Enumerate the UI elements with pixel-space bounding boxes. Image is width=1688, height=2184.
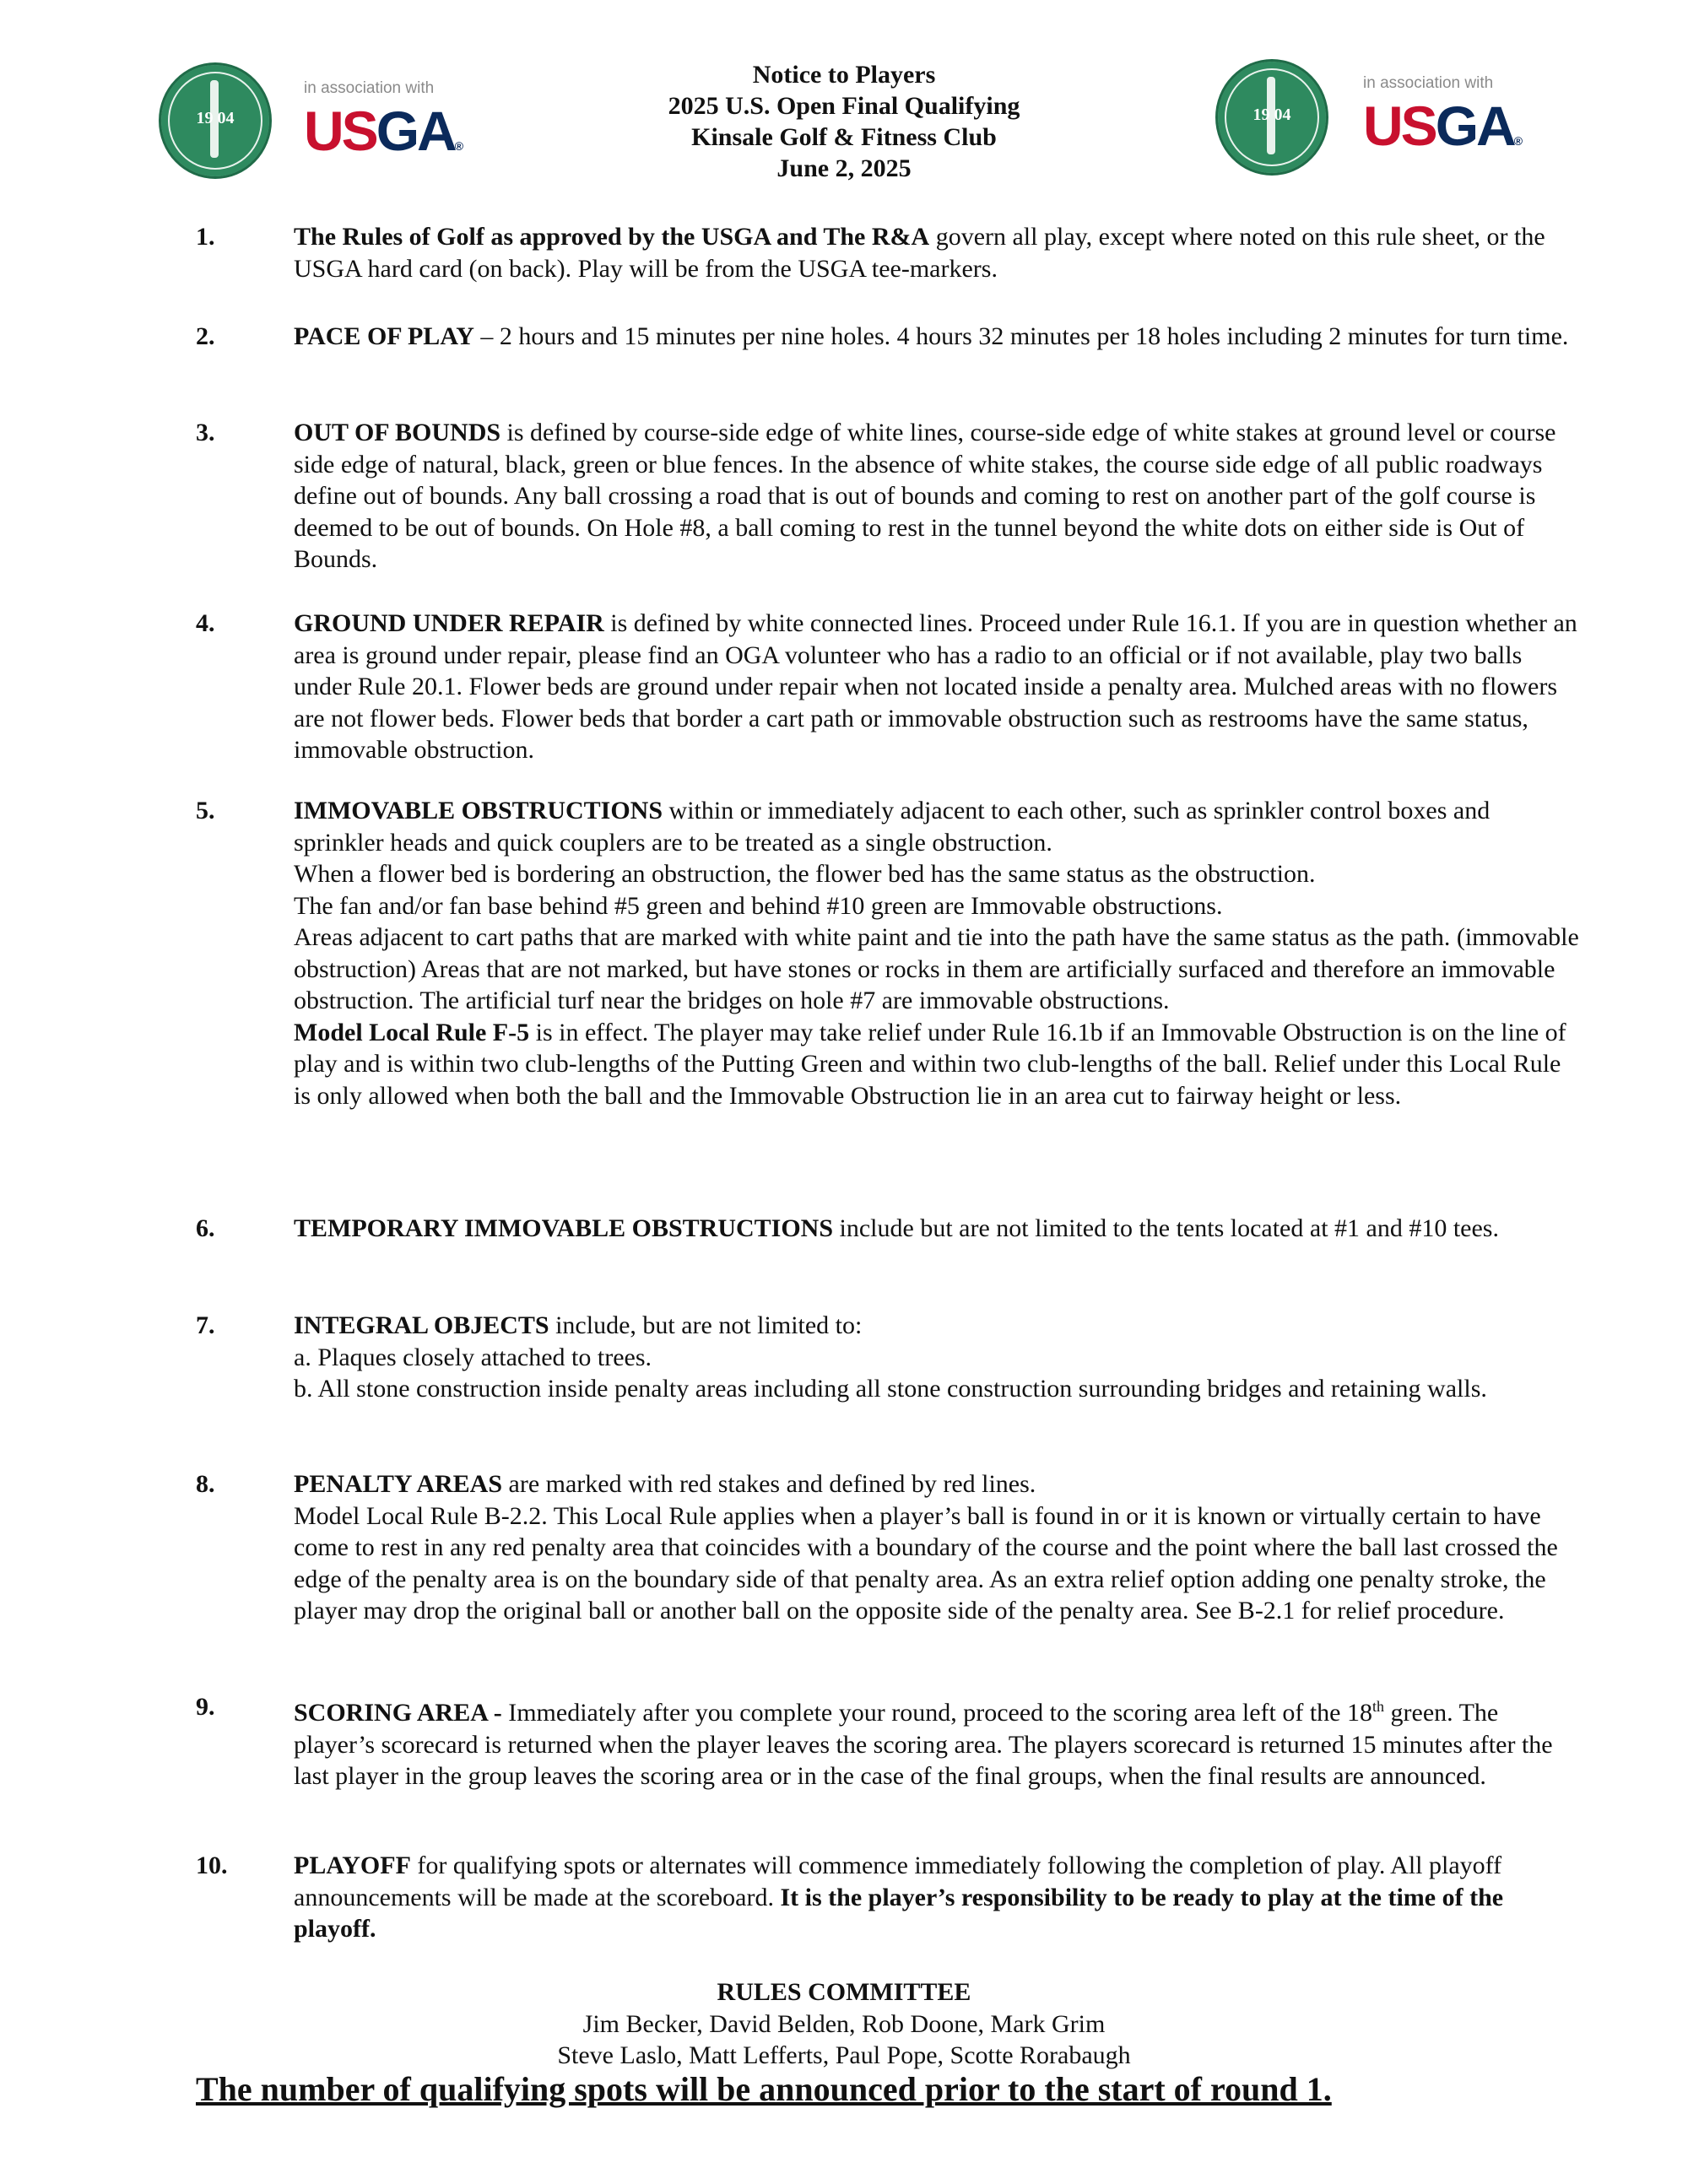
rule-item-8 <box>196 1468 1580 1627</box>
ordinal-suffix: th <box>1372 1698 1385 1715</box>
item-text: green. The player’s scorecard is returned when the player leaves the scoring area. The players scorecard is returned 15 minutes after the last player in the group leaves the scoring area or in the case of the final groups, when the final results are announced. <box>294 1699 1553 1790</box>
item-number: 4. <box>196 609 215 637</box>
rule-item-6 <box>196 1213 1580 1245</box>
rule-item-3 <box>196 417 1580 576</box>
item-text: is defined by white connected lines. Proceed under Rule 16.1. If you are in question whether an area is ground under repair, please find an OGA volunteer who has a radio to an official or if not available, play two balls under Rule 20.1. Flower beds are ground under repair when not located inside a penalty area. Mulched areas with no flowers are not flower beds. Flower beds that border a cart path or immovable obstruction such as restrooms have the same status, immovable obstruction. <box>294 609 1577 764</box>
item-number: 2. <box>196 322 215 350</box>
ohio-golf-association-seal-left: 19 04 <box>159 62 272 179</box>
header-event: 2025 U.S. Open Final Qualifying <box>668 92 1020 120</box>
item-text: for qualifying spots or alternates will commence immediately following the completion of play. All playoff announcements will be made at the scoreboard. <box>294 1852 1502 1911</box>
item-text: govern all play, except where noted on this rule sheet, or the USGA hard card (on back). Play will be from the USGA tee-markers. <box>294 223 1545 283</box>
item-heading: INTEGRAL OBJECTS <box>294 1311 549 1339</box>
item-number: 9. <box>196 1693 215 1721</box>
item-heading: OUT OF BOUNDS <box>294 419 501 446</box>
rule-item-2 <box>196 321 1580 353</box>
association-text: in association with <box>304 79 435 97</box>
committee-title: RULES COMMITTEE <box>717 1978 971 2006</box>
item-text: Immediately after you complete your round, proceed to the scoring area left of the 18 <box>508 1699 1372 1727</box>
item-number: 6. <box>196 1214 215 1242</box>
item-paragraph: Model Local Rule B-2.2. This Local Rule applies when a player’s ball is found in or it is known or virtually certain to have come to rest in any red penalty area that coincides with a boundary of the course and the point where the ball last crossed the edge of the penalty area is on the boundary side of that penalty area. As an extra relief option adding one penalty stroke, the player may drop the original ball or another ball on the opposite side of the penalty area. See B-2.1 for relief procedure. <box>294 1501 1558 1624</box>
qualifying-spots-notice: The number of qualifying spots will be announced prior to the start of round 1. <box>196 2070 1332 2108</box>
item-heading: GROUND UNDER REPAIR <box>294 609 604 637</box>
item-heading: PENALTY AREAS <box>294 1470 503 1498</box>
item-text: within or immediately adjacent to each other, such as sprinkler control boxes and sprinkler heads and quick couplers are to be treated as a single obstruction. <box>294 797 1491 857</box>
item-heading: The Rules of Golf as approved by the USGA and The R&A <box>294 223 930 251</box>
rule-item-4 <box>196 608 1580 766</box>
rule-item-9 <box>196 1691 1580 1792</box>
item-number: 1. <box>196 223 215 251</box>
header-title: Notice to Players <box>752 61 936 89</box>
item-heading: SCORING AREA - <box>294 1699 509 1727</box>
item-subheading: Model Local Rule F-5 <box>294 1018 530 1046</box>
usga-logo-right: in association with USGA® <box>1363 74 1523 157</box>
item-emphasis: It is the player’s responsibility to be ready to play at the time of the playoff. <box>294 1883 1504 1943</box>
item-paragraph: The fan and/or fan base behind #5 green and behind #10 green are Immovable obstructions. <box>294 891 1223 920</box>
item-text: include but are not limited to the tents located at #1 and #10 tees. <box>833 1214 1499 1242</box>
item-text: is defined by course-side edge of white lines, course-side edge of white stakes at ground level or course side edge of natural, black, green or blue fences. In the absence of white stakes, the course side edge of all public roadways define out of bounds. Any ball crossing a road that is out of bounds and coming to rest on another part of the golf course is deemed to be out of bounds. On Hole #8, a ball coming to rest in the tunnel beyond the white dots on either side is Out of Bounds. <box>294 419 1556 573</box>
item-paragraph: Areas adjacent to cart paths that are marked with white paint and tie into the path have the same status as the path. (immovable obstruction) Areas that are not marked, but have stones or rocks in them are artificially surfaced and therefore an immovable obstruction. The artificial turf near the bridges on hole #7 are immovable obstructions. <box>294 923 1579 1014</box>
usga-logo-left: in association with USGA® <box>304 79 464 162</box>
item-text: include, but are not limited to: <box>549 1311 863 1339</box>
item-number: 10. <box>196 1852 228 1879</box>
header-venue: Kinsale Golf & Fitness Club <box>691 123 997 151</box>
committee-members: Steve Laslo, Matt Lefferts, Paul Pope, Scotte Rorabaugh <box>557 2041 1131 2069</box>
item-number: 3. <box>196 419 215 446</box>
item-paragraph: a. Plaques closely attached to trees. <box>294 1343 652 1371</box>
rules-committee <box>0 1976 1688 2072</box>
item-number: 8. <box>196 1470 215 1498</box>
item-text: is in effect. The player may take relief under Rule 16.1b if an Immovable Obstruction is on the line of play and is within two club-lengths of the Putting Green and within two club-lengths of the ball. Relief under this Local Rule is only allowed when both the ball and the Immovable Obstruction lie in an area cut to fairway height or less. <box>294 1018 1566 1110</box>
ohio-golf-association-seal-right: 19 04 <box>1215 59 1328 176</box>
item-heading: IMMOVABLE OBSTRUCTIONS <box>294 797 663 824</box>
committee-members: Jim Becker, David Belden, Rob Doone, Mark Grim <box>582 2009 1106 2038</box>
item-number: 5. <box>196 797 215 824</box>
item-paragraph: When a flower bed is bordering an obstruction, the flower bed has the same status as the obstruction. <box>294 860 1316 888</box>
association-text: in association with <box>1363 74 1494 92</box>
item-number: 7. <box>196 1311 215 1339</box>
item-heading: TEMPORARY IMMOVABLE OBSTRUCTIONS <box>294 1214 834 1242</box>
rule-item-5 <box>196 795 1580 1111</box>
document-header <box>0 59 1688 184</box>
item-text: – 2 hours and 15 minutes per nine holes. 4 hours 32 minutes per 18 holes including 2 minutes for turn time. <box>473 322 1569 350</box>
rule-item-1 <box>196 221 1580 284</box>
item-text: are marked with red stakes and defined by red lines. <box>502 1470 1036 1498</box>
rule-item-7 <box>196 1310 1580 1405</box>
item-heading: PACE OF PLAY <box>294 322 474 350</box>
item-heading: PLAYOFF <box>294 1852 411 1879</box>
rule-item-10 <box>196 1850 1580 1945</box>
header-date: June 2, 2025 <box>776 154 912 182</box>
item-paragraph: b. All stone construction inside penalty areas including all stone construction surrounding bridges and retaining walls. <box>294 1375 1487 1403</box>
